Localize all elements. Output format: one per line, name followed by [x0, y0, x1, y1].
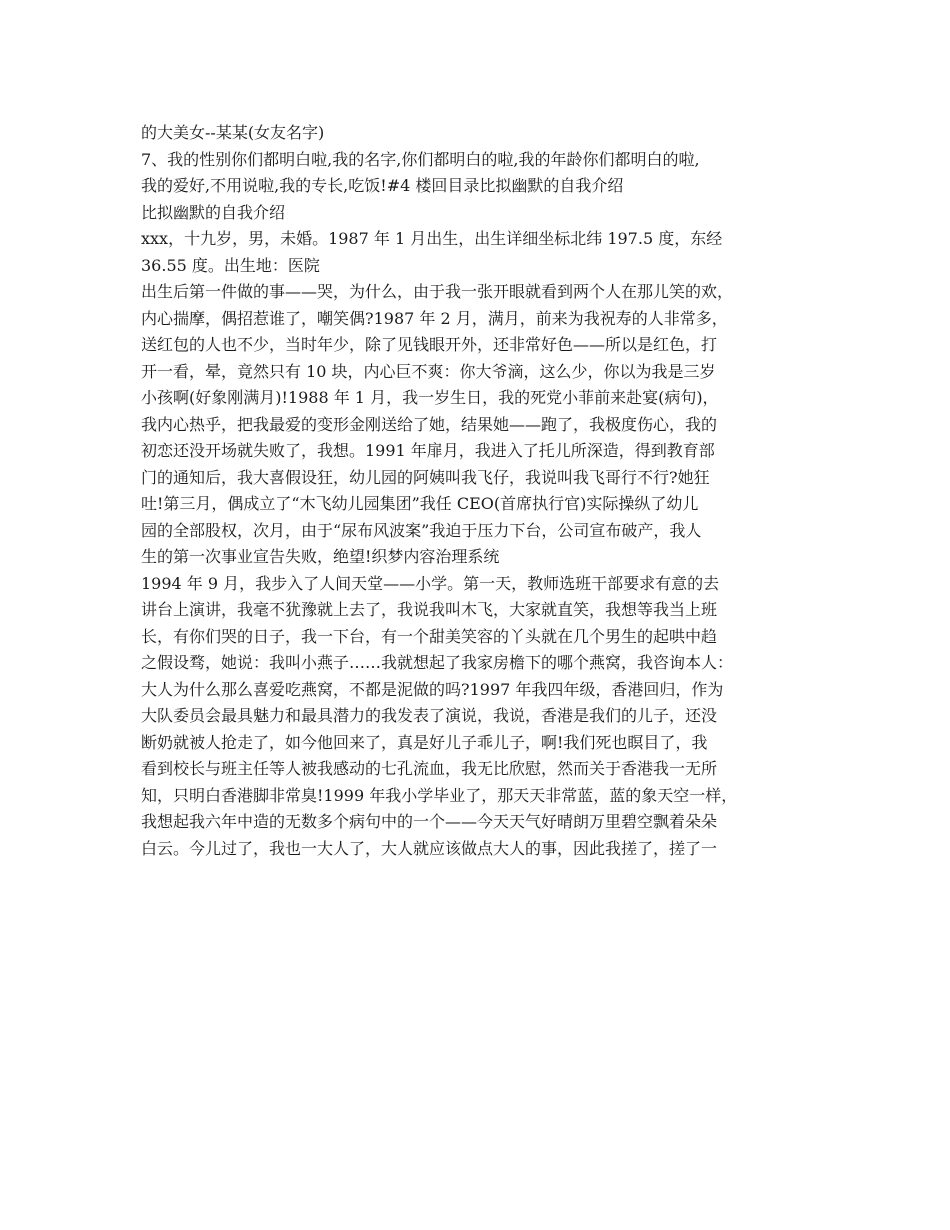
text-line: 断奶就被人抢走了，如今他回来了，真是好儿子乖儿子，啊!我们死也瞑目了，我 — [141, 732, 708, 752]
text-line: 生的第一次事业宣告失败，绝望!织梦内容治理系统 — [141, 547, 500, 566]
text-line: 大人为什么那么喜爱吃燕窝，不都是泥做的吗?1997 年我四年级，香港回归，作为 — [141, 679, 724, 699]
text-line: 大队委员会最具魅力和最具潜力的我发表了演说，我说，香港是我们的儿子，还没 — [141, 706, 718, 725]
text-line: 我的爱好,不用说啦,我的专长,吃饭!#4 楼回目录比拟幽默的自我介绍 — [141, 176, 624, 195]
text-line: 长，有你们哭的日子，我一下台，有一个甜美笑容的丫头就在几个男生的起哄中趋 — [141, 626, 718, 646]
section-heading: 比拟幽默的自我介绍 — [141, 202, 286, 222]
text-line: 我内心热乎，把我最爱的变形金刚送给了她，结果她——跑了，我极度伤心，我的 — [141, 414, 718, 434]
text-line: 我想起我六年中造的无数多个病句中的一个——今天天气好晴朗万里碧空飘着朵朵 — [141, 812, 718, 831]
text-line: 知，只明白香港脚非常臭!1999 年我小学毕业了，那天天非常蓝，蓝的象天空一样， — [141, 785, 738, 805]
text-line: 吐!第三月，偶成立了“木飞幼儿园集团”我任 CEO(首席执行官)实际操纵了幼儿 — [141, 494, 699, 513]
text-line: 看到校长与班主任等人被我感动的七孔流血，我无比欣慰，然而关于香港我一无所 — [141, 759, 718, 778]
text-line: 内心揣摩，偶招惹谁了，嘲笑偶?1987 年 2 月，满月，前来为我祝寿的人非常多， — [141, 308, 728, 328]
text-line: 出生后第一件做的事——哭，为什么，由于我一张开眼就看到两个人在那儿笑的欢， — [141, 282, 734, 301]
text-line: 之假设骛，她说：我叫小燕子……我就想起了我家房檐下的哪个燕窝，我咨询本人： — [141, 653, 734, 672]
text-line: 小孩啊(好象刚满月)!1988 年 1 月，我一岁生日，我的死党小菲前来赴宴(病句)， — [141, 388, 719, 407]
text-line: 的大美女--某某(女友名字) — [141, 123, 325, 142]
document-page — [141, 120, 809, 862]
text-line: 园的全部股权，次月，由于“尿布风波案”我迫于压力下台，公司宣布破产，我人 — [141, 520, 702, 540]
text-line: 36.55 度。出生地：医院 — [141, 255, 320, 275]
text-line: 门的通知后，我大喜假设狂，幼儿园的阿姨叫我飞仔，我说叫我飞哥行不行?她狂 — [141, 467, 710, 487]
text-line: xxx，十九岁，男，未婚。1987 年 1 月出生，出生详细坐标北纬 197.5 度，东经 — [141, 229, 723, 248]
text-line: 开一看，晕，竟然只有 10 块，内心巨不爽：你大爷滴，这么少，你以为我是三岁 — [141, 361, 716, 381]
text-line: 送红包的人也不少，当时年少，除了见钱眼开外，还非常好色——所以是红色，打 — [141, 335, 718, 354]
text-line: 初恋还没开场就失败了，我想。1991 年扉月，我进入了托儿所深造，得到教育部 — [141, 441, 715, 460]
text-line: 1994 年 9 月，我步入了人间天堂——小学。第一天，教师选班干部要求有意的去 — [141, 573, 720, 593]
text-line: 白云。今儿过了，我也一大人了，大人就应该做点大人的事，因此我搓了，搓了一 — [141, 838, 718, 858]
document-text — [141, 120, 809, 862]
text-line: 7、我的性别你们都明白啦,我的名字,你们都明白的啦,我的年龄你们都明白的啦, — [141, 149, 700, 169]
text-line: 讲台上演讲，我毫不犹豫就上去了，我说我叫木飞，大家就直笑，我想等我当上班 — [141, 600, 718, 619]
